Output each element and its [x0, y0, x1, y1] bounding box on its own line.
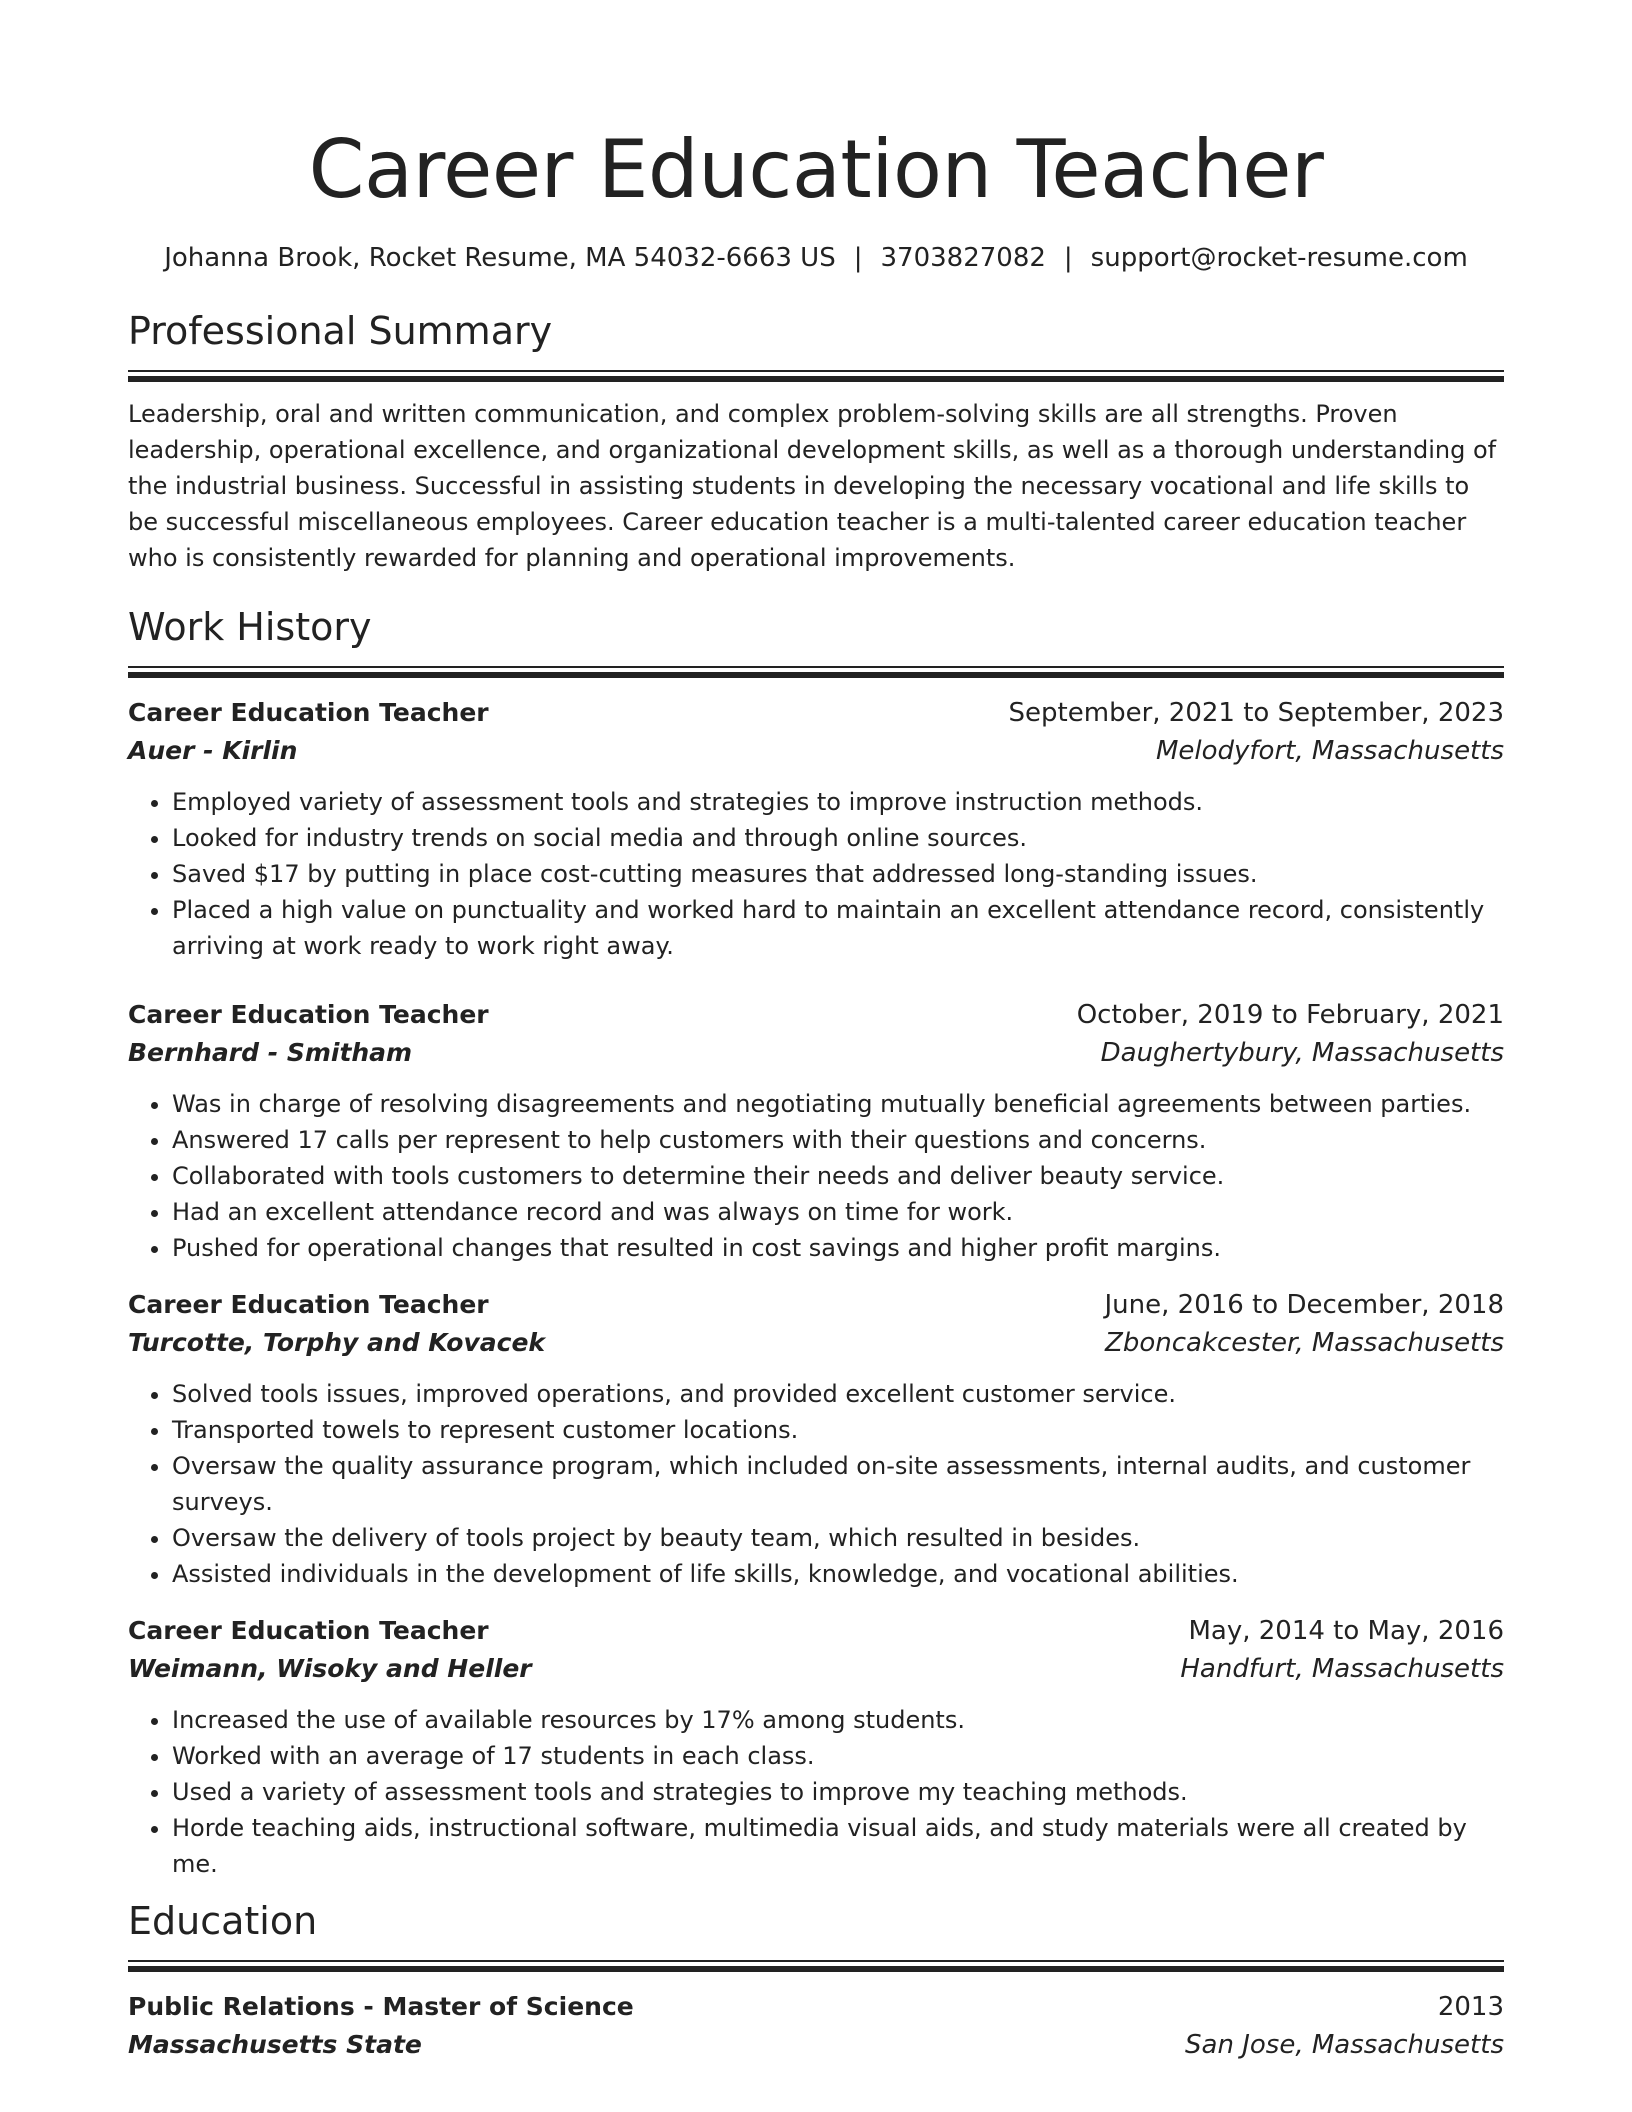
education-section: [128, 1896, 1504, 2064]
job-location: Handfurt, Massachusetts: [1180, 1654, 1504, 1684]
job-header-row: [128, 694, 1504, 732]
job-bullet: • Horde teaching aids, instructional software, multimedia visual aids, and study materials were all created by me.: [172, 1810, 1504, 1882]
job-bullets: [128, 784, 1504, 964]
job-bullets: [128, 1376, 1504, 1592]
summary-text: Leadership, oral and written communication, and complex problem-solving skills are all strengths. Proven leadership, operational excellence, and organizational development skills, as well as a thorough understanding of the industrial business. Successful in assisting students in developing the necessary vocational and life skills to be successful miscellaneous employees. Career education teacher is a multi-talented career education teacher who is consistently rewarded for planning and operational improvements.: [128, 400, 1497, 572]
resume-title: Career Education Teacher: [308, 123, 1324, 216]
job-bullet: • Solved tools issues, improved operations, and provided excellent customer service.: [172, 1376, 1504, 1412]
section-divider: [128, 1960, 1504, 1972]
job-dates: June, 2016 to December, 2018: [1104, 1290, 1504, 1320]
job-bullet: • Was in charge of resolving disagreements and negotiating mutually beneficial agreements between parties.: [172, 1086, 1504, 1122]
job-header-row: [128, 996, 1504, 1034]
job-title: Career Education Teacher: [128, 1000, 489, 1029]
job-bullets: [128, 1086, 1504, 1266]
job-entry: [128, 996, 1504, 1266]
job-dates: September, 2021 to September, 2023: [1008, 698, 1504, 728]
job-company-row: [128, 1650, 1504, 1688]
job-company: Weimann, Wisoky and Heller: [128, 1654, 532, 1683]
contact-separator: |: [1063, 243, 1073, 273]
contact-phone: 3703827082: [880, 243, 1046, 273]
job-bullet: • Collaborated with tools customers to determine their needs and deliver beauty service.: [172, 1158, 1504, 1194]
job-entry: [128, 1612, 1504, 1882]
job-company: Bernhard - Smitham: [128, 1038, 413, 1067]
education-location: San Jose, Massachusetts: [1185, 2030, 1504, 2060]
job-bullet: • Used a variety of assessment tools and strategies to improve my teaching methods.: [172, 1774, 1504, 1810]
contact-address: Johanna Brook, Rocket Resume, MA 54032-6663 US: [164, 243, 836, 273]
job-bullet: • Answered 17 calls per represent to help customers with their questions and concerns.: [172, 1122, 1504, 1158]
job-title: Career Education Teacher: [128, 698, 489, 727]
job-location: Zboncakcester, Massachusetts: [1105, 1328, 1504, 1358]
job-bullet: • Pushed for operational changes that resulted in cost savings and higher profit margins.: [172, 1230, 1504, 1266]
section-divider: [128, 370, 1504, 382]
section-divider: [128, 666, 1504, 678]
summary-section: [128, 306, 1504, 576]
job-dates: October, 2019 to February, 2021: [1076, 1000, 1504, 1030]
contact-email[interactable]: support@rocket-resume.com: [1090, 243, 1468, 273]
education-school-row: [128, 2026, 1504, 2064]
education-school: Massachusetts State: [128, 2030, 422, 2059]
job-bullet: • Placed a high value on punctuality and worked hard to maintain an excellent attendance record, consistently arriving at work ready to work right away.: [172, 892, 1504, 964]
job-bullet: • Increased the use of available resources by 17% among students.: [172, 1702, 1504, 1738]
job-bullet: • Employed variety of assessment tools and strategies to improve instruction methods.: [172, 784, 1504, 820]
job-dates: May, 2014 to May, 2016: [1188, 1616, 1504, 1646]
job-company-row: [128, 1034, 1504, 1072]
job-bullet: • Transported towels to represent customer locations.: [172, 1412, 1504, 1448]
job-bullets: [128, 1702, 1504, 1882]
job-entry: [128, 694, 1504, 964]
contact-line: [128, 240, 1504, 276]
job-header-row: [128, 1286, 1504, 1324]
education-entry: [128, 1988, 1504, 2064]
section-heading-summary: Professional Summary: [128, 309, 553, 353]
job-bullet: • Saved $17 by putting in place cost-cutting measures that addressed long-standing issues.: [172, 856, 1504, 892]
section-heading-education: Education: [128, 1899, 318, 1943]
job-bullet: • Oversaw the delivery of tools project by beauty team, which resulted in besides.: [172, 1520, 1504, 1556]
job-company: Turcotte, Torphy and Kovacek: [128, 1328, 546, 1357]
job-company: Auer - Kirlin: [128, 736, 298, 765]
work-history-section: [128, 602, 1504, 1882]
education-year: 2013: [1437, 1992, 1504, 2022]
education-header-row: [128, 1988, 1504, 2026]
job-bullet: • Looked for industry trends on social media and through online sources.: [172, 820, 1504, 856]
job-company-row: [128, 732, 1504, 770]
job-title: Career Education Teacher: [128, 1616, 489, 1645]
job-bullet: • Had an excellent attendance record and was always on time for work.: [172, 1194, 1504, 1230]
job-company-row: [128, 1324, 1504, 1362]
job-entry: [128, 1286, 1504, 1592]
job-bullet: • Worked with an average of 17 students in each class.: [172, 1738, 1504, 1774]
job-header-row: [128, 1612, 1504, 1650]
job-title: Career Education Teacher: [128, 1290, 489, 1319]
contact-separator: |: [853, 243, 863, 273]
job-location: Daughertybury, Massachusetts: [1100, 1038, 1504, 1068]
education-degree: Public Relations - Master of Science: [128, 1992, 634, 2021]
job-bullet: • Assisted individuals in the development of life skills, knowledge, and vocational abilities.: [172, 1556, 1504, 1592]
job-location: Melodyfort, Massachusetts: [1155, 736, 1504, 766]
resume-page: [128, 0, 1504, 2064]
section-heading-work-history: Work History: [128, 605, 372, 649]
job-bullet: • Oversaw the quality assurance program, which included on-site assessments, internal audits, and customer surveys.: [172, 1448, 1504, 1520]
